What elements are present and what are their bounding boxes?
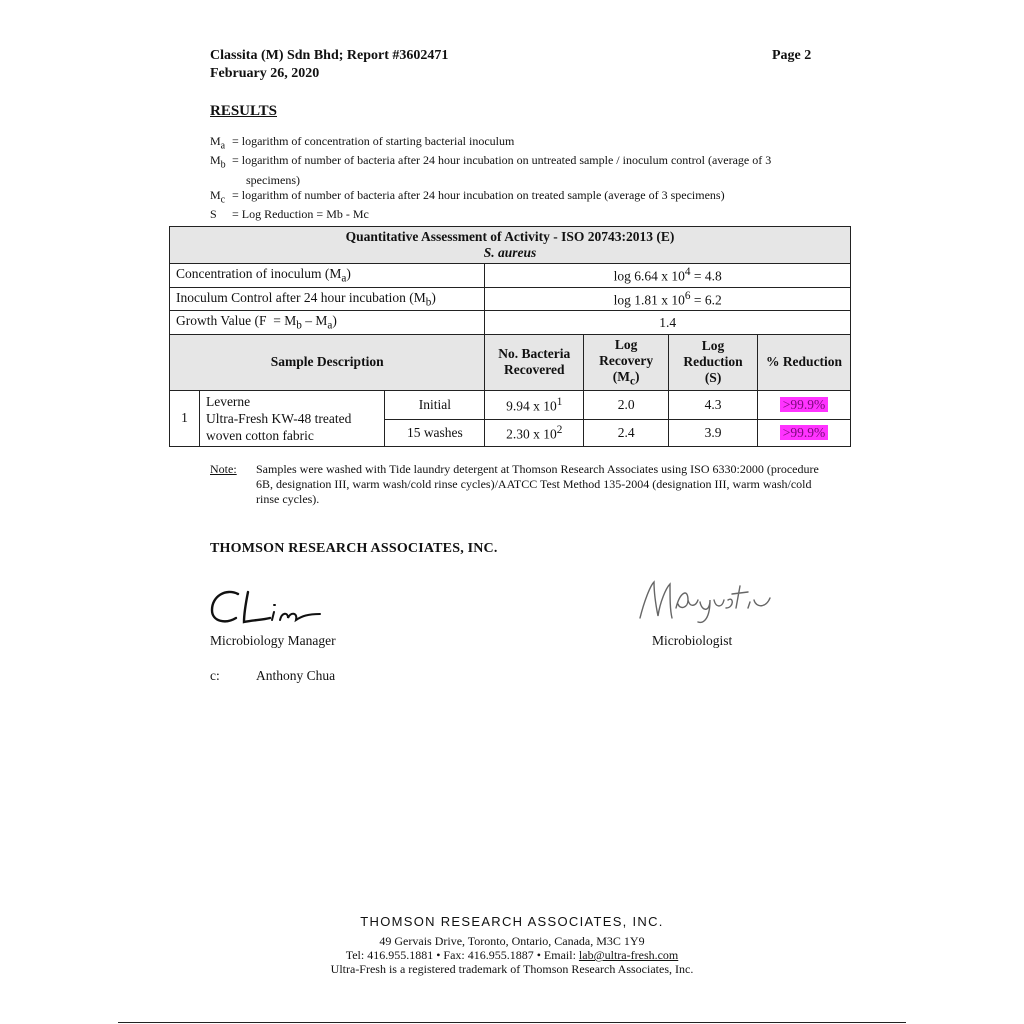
footer-divider <box>118 1022 906 1023</box>
table-title-row <box>170 227 851 264</box>
log-reduction: 3.9 <box>669 419 758 446</box>
microbiologist-role: Microbiologist <box>652 633 733 648</box>
definition-mc: $M_c$ = logarithm of number of bacteria after 24 hour incubation on treated sample (average of 3 specimens) <box>210 187 725 206</box>
cc-line <box>210 668 335 684</box>
email-link[interactable]: lab@ultra-fresh.com <box>578 948 679 962</box>
signature-company: THOMSON RESEARCH ASSOCIATES, INC. <box>210 541 498 556</box>
definition-mb-cont: specimens) <box>246 172 300 187</box>
col-percent-reduction: % Reduction <box>758 335 851 391</box>
footer-company: THOMSON RESEARCH ASSOCIATES, INC. <box>360 914 664 929</box>
report-date: February 26, 2020 <box>210 66 320 81</box>
col-bacteria-recovered: No. Bacteria Recovered <box>485 335 584 391</box>
condition: Initial <box>385 390 485 419</box>
log-recovery: 2.0 <box>584 390 669 419</box>
report-line: Classita (M) Sdn Bhd; Report #3602471 <box>210 48 449 63</box>
manager-signature <box>208 586 328 632</box>
footer-contact: Tel: 416.955.1881 • Fax: 416.955.1887 • Email: lab@ultra-fresh.com <box>345 948 679 962</box>
percent-reduction: >99.9% <box>780 425 828 440</box>
sample-description: Leverne Ultra-Fresh KW-48 treated woven cotton fabric <box>199 390 385 446</box>
organism-name: S. aureus <box>483 245 537 260</box>
percent-reduction: >99.9% <box>780 397 828 412</box>
footer-details <box>0 934 1024 976</box>
report-header <box>210 47 448 83</box>
table-row <box>170 390 851 419</box>
note <box>210 462 820 507</box>
cc-label: c: <box>210 668 220 683</box>
bacteria-recovered: 2.30 x $10^2$ <box>485 419 584 446</box>
table-row: Growth Value $(F = M_b - M_a)$ 1.4 <box>170 311 851 335</box>
log-reduction: 4.3 <box>669 390 758 419</box>
results-title: RESULTS <box>210 103 277 119</box>
footer-trademark: Ultra-Fresh is a registered trademark of Thomson Research Associates, Inc. <box>330 962 694 976</box>
definition-ma: $M_a$ = logarithm of concentration of starting bacterial inoculum <box>210 134 515 152</box>
table-row: Concentration of inoculum $(M_a)$ log 6.64 x $10^4 = 4.8$ <box>170 264 851 288</box>
condition: 15 washes <box>385 419 485 446</box>
column-header-row <box>170 335 851 391</box>
log-recovery: 2.4 <box>584 419 669 446</box>
table-title: Quantitative Assessment of Activity - ISO 20743:2013 (E) <box>345 229 675 244</box>
col-log-recovery: Log Recovery $(M_c)$ <box>584 335 669 391</box>
footer-address: 49 Gervais Drive, Toronto, Ontario, Canada, M3C 1Y9 <box>379 934 645 948</box>
note-text: Samples were washed with Tide laundry detergent at Thomson Research Associates using ISO 6330:2000 (procedure 6B, designation III, warm wash/cold rinse cycles)/AATCC Test Method 135-2004 (designation III, warm wash/cold rinse cycles). <box>256 462 819 506</box>
table-row: Inoculum Control after 24 hour incubation $(M_b)$ log 1.81 x $10^6 = 6.2$ <box>170 287 851 311</box>
col-log-reduction: Log Reduction (S) <box>669 335 758 391</box>
growth-value: 1.4 <box>485 311 851 335</box>
page-number: Page 2 <box>772 48 812 63</box>
results-table <box>169 226 851 447</box>
definition-s: S = Log Reduction = Mb - Mc <box>210 207 369 222</box>
definition-mb: $M_b$ = logarithm of number of bacteria after 24 hour incubation on untreated sample / inoculum control (average of 3 <box>210 153 772 171</box>
note-label: Note: <box>210 462 237 476</box>
sample-number: 1 <box>170 390 200 446</box>
col-sample-description: Sample Description <box>170 335 485 391</box>
cc-name: Anthony Chua <box>256 668 336 683</box>
bacteria-recovered: 9.94 x $10^1$ <box>485 390 584 419</box>
manager-role: Microbiology Manager <box>210 633 336 648</box>
microbiologist-signature <box>636 578 776 624</box>
definitions-list <box>210 134 830 222</box>
